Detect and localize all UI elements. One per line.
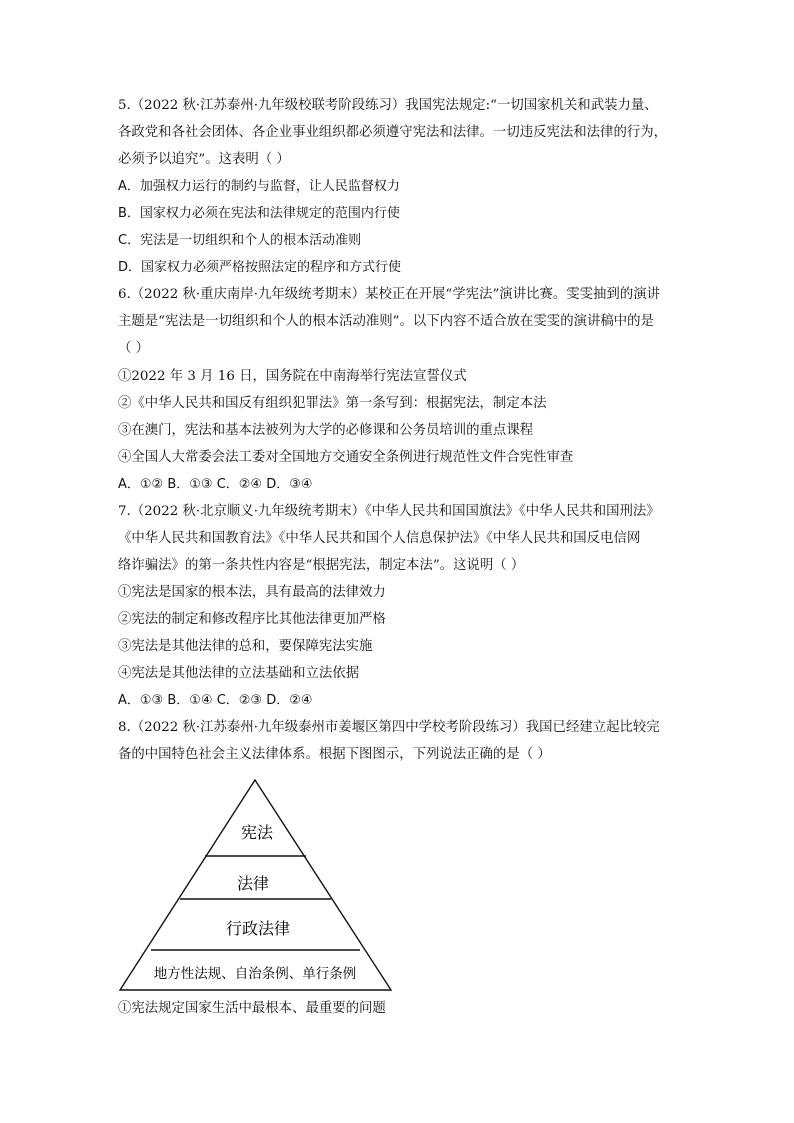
q7-statement-4: ④宪法是其他法律的立法基础和立法依据 <box>118 666 360 681</box>
legal-system-pyramid <box>118 778 393 993</box>
pyramid-level-administrative: 行政法律 <box>225 919 291 938</box>
pyramid-level-local: 地方性法规、自治条例、单行条例 <box>153 966 357 982</box>
q8-statement-1: ①宪法规定国家生活中最根本、最重要的问题 <box>118 1001 386 1016</box>
q8-stem-line-1: 8.（2022 秋·江苏泰州·九年级泰州市姜堰区第四中学校考阶段练习）我国已经建立起比较完 <box>118 720 660 735</box>
q6-statement-3: ③在澳门，宪法和基本法被列为大学的必修课和公务员培训的重点课程 <box>118 423 534 438</box>
pyramid-level-law: 法律 <box>236 874 270 893</box>
pyramid-level-constitution: 宪法 <box>240 823 274 842</box>
q7-stem-line-2: 《中华人民共和国教育法》《中华人民共和国个人信息保护法》《中华人民共和国反电信网 <box>118 531 641 546</box>
q7-statement-2: ②宪法的制定和修改程序比其他法律更加严格 <box>118 612 386 627</box>
q6-statement-1: ①2022 年 3 月 16 日，国务院在中南海举行宪法宣誓仪式 <box>118 369 467 384</box>
q7-options: A．①③ B．①④ C．②③ D．②④ <box>118 693 313 708</box>
q7-stem-line-1: 7.（2022 秋·北京顺义·九年级统考期末）《中华人民共和国国旗法》《中华人民共和国刑法》 <box>118 504 660 519</box>
q5-stem-line-1: 5.（2022 秋·江苏泰州·九年级校联考阶段练习）我国宪法规定:“一切国家机关和武装力量、 <box>118 98 658 113</box>
q5-stem-line-2: 各政党和各社会团体、各企业事业组织都必须遵守宪法和法律。一切违反宪法和法律的行为， <box>118 125 668 140</box>
q6-stem-line-2: 主题是“宪法是一切组织和个人的根本活动准则”。以下内容不适合放在雯雯的演讲稿中的是 <box>118 314 654 329</box>
q6-stem-line-1: 6.（2022 秋·重庆南岸·九年级统考期末）某校正在开展“学宪法”演讲比赛。雯雯抽到的演讲 <box>118 287 660 302</box>
q5-option-d: D．国家权力必须严格按照法定的程序和方式行使 <box>118 260 402 275</box>
q8-stem-line-2: 备的中国特色社会主义法律体系。根据下图图示，下列说法正确的是（ ） <box>118 747 551 762</box>
q7-statement-3: ③宪法是其他法律的总和，要保障宪法实施 <box>118 639 373 654</box>
q6-statement-4: ④全国人大常委会法工委对全国地方交通安全条例进行规范性文件合宪性审查 <box>118 450 574 465</box>
q6-stem-line-3: （ ） <box>118 341 150 356</box>
q7-statement-1: ①宪法是国家的根本法，具有最高的法律效力 <box>118 585 386 600</box>
q5-stem-line-3: 必须予以追究”。这表明（ ） <box>118 152 290 167</box>
q6-options: A．①② B．①③ C．②④ D．③④ <box>118 477 313 492</box>
q6-statement-2: ②《中华人民共和国反有组织犯罪法》第一条写到：根据宪法，制定本法 <box>118 396 547 411</box>
q5-option-a: A．加强权力运行的制约与监督，让人民监督权力 <box>118 179 400 194</box>
q7-stem-line-3: 络诈骗法》的第一条共性内容是“根据宪法，制定本法”。这说明（ ） <box>118 558 525 573</box>
q5-option-b: B．国家权力必须在宪法和法律规定的范围内行使 <box>118 206 400 221</box>
q5-option-c: C．宪法是一切组织和个人的根本活动准则 <box>118 233 362 248</box>
